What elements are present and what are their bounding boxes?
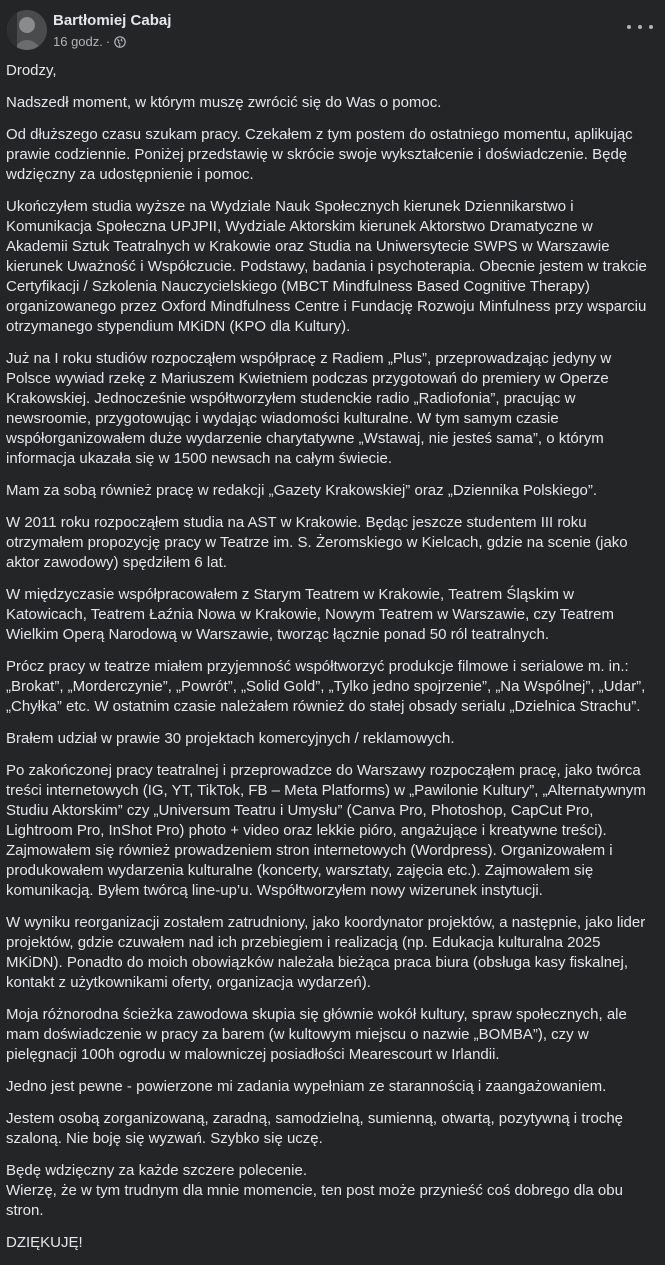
post-paragraph: DZIĘKUJĘ! xyxy=(6,1234,83,1251)
post-paragraph: Od dłuższego czasu szukam pracy. Czekałem z tym postem do ostatniego momentu, aplikując prawie codziennie. Poniżej przedstawię w skrócie swoje wykształcenie i doświadczenie. Będę wdzięczny za udostępnienie i pomoc. xyxy=(6,126,633,183)
post-paragraph: Już na I roku studiów rozpocząłem współpracę z Radiem „Plus”, przeprowadzając jedyny w Polsce wywiad rzekę z Mariuszem Kwietniem podczas przygotowań do premiery w Operze Krakowskiej. Jednocześnie współtworzyłem studenckie radio „Radiofonia”, pracując w newsroomie, przygotowując i wydając wiadomości kulturalne. W tym samym czasie współorganizowałem duże wydarzenie charytatywne „Wstawaj, nie jesteś sama”, o którym informacja ukazała się w 1500 newsach na całym świecie. xyxy=(6,350,612,467)
more-dot xyxy=(627,25,631,29)
globe-icon[interactable] xyxy=(114,36,126,48)
post-paragraph: Drodzy, xyxy=(6,62,57,79)
post-timestamp[interactable]: 16 godz. xyxy=(53,34,103,49)
post-meta xyxy=(53,34,126,49)
post-paragraph: Po zakończonej pracy teatralnej i przeprowadzce do Warszawy rozpocząłem pracę, jako twórca treści internetowych (IG, YT, TikTok, FB – Meta Platforms) w „Pawilonie Kultury”, „Alternatywnym Studiu Aktorskim” czy „Universum Teatru i Umysłu” (Canva Pro, Photoshop, CapCut Pro, Lightroom Pro, InShot Pro) photo + video oraz lekkie pióro, angażujące i kreatywne treści). Zajmowałem się również prowadzeniem stron internetowych (Wordpress). Organizowałem i produkowałem wydarzenia kulturalne (koncerty, warsztaty, zajęcia etc.). Zajmowałem się komunikacją. Byłem twórcą line-up’u. Współtworzyłem nowy wizerunek instytucji. xyxy=(6,762,646,899)
more-options-icon[interactable] xyxy=(627,18,653,36)
post-paragraph: Prócz pracy w teatrze miałem przyjemność współtworzyć produkcje filmowe i serialowe m. in.: „Brokat”, „Morderczynie”, „Powrót”, „Solid Gold”, „Tylko jedno spojrzenie”, „Na Wspólnej”, „Udar”, „Chyłka” etc. W ostatnim czasie należałem również do stałej obsady serialu „Dzielnica Strachu”. xyxy=(6,658,646,715)
more-dot xyxy=(649,25,653,29)
post-paragraph: W 2011 roku rozpocząłem studia na AST w Krakowie. Będąc jeszcze studentem III roku otrzymałem propozycję pracy w Teatrze im. S. Żeromskiego w Kielcach, gdzie na scenie (jako aktor zawodowy) spędziłem 6 lat. xyxy=(6,514,628,571)
post-paragraph: Jedno jest pewne - powierzone mi zadania wypełniam ze starannością i zaangażowaniem. xyxy=(6,1078,607,1095)
post-paragraph: Jestem osobą zorganizowaną, zaradną, samodzielną, sumienną, otwartą, pozytywną i trochę szaloną. Nie boję się wyzwań. Szybko się uczę. xyxy=(6,1110,623,1147)
post-paragraph: W międzyczasie współpracowałem z Starym Teatrem w Krakowie, Teatrem Śląskim w Katowicach, Teatrem Łaźnia Nowa w Krakowie, Nowym Teatrem w Warszawie, czy Teatrem Wielkim Operą Narodową w Warszawie, tworząc łącznie ponad 50 ról teatralnych. xyxy=(6,586,614,643)
post-paragraph: W wyniku reorganizacji zostałem zatrudniony, jako koordynator projektów, a następnie, jako lider projektów, gdzie czuwałem nad ich przebiegiem i realizacją (np. Edukacja kulturalna 2025 MKiDN). Ponadto do moich obowiązków należała bieżąca praca biura (obsługa kasy fiskalnej, kontakt z użytkownikami oferty, organizacja wydarzeń). xyxy=(6,914,646,991)
avatar[interactable] xyxy=(7,10,47,50)
post-header xyxy=(0,0,665,56)
post-paragraph: Mam za sobą również pracę w redakcji „Gazety Krakowskiej” oraz „Dziennika Polskiego”. xyxy=(6,482,598,499)
meta-separator: · xyxy=(105,34,111,49)
post-paragraph: Będę wdzięczny za każde szczere polecenie. Wierzę, że w tym trudnym dla mnie momencie, ten post może przynieść coś dobrego dla obu stron. xyxy=(6,1162,623,1219)
post-paragraph: Moja różnorodna ścieżka zawodowa skupia się głównie wokół kultury, spraw społecznych, ale mam doświadczenie w pracy za barem (w kultowym miejscu o nazwie „BOMBA”), czy w pielęgnacji 100h ogrodu w malowniczej posiadłości Mearescourt w Irlandii. xyxy=(6,1006,627,1063)
post-paragraph: Brałem udział w prawie 30 projektach komercyjnych / reklamowych. xyxy=(6,730,455,747)
author-name[interactable]: Bartłomiej Cabaj xyxy=(53,12,172,29)
post-paragraph: Nadszedł moment, w którym muszę zwrócić się do Was o pomoc. xyxy=(6,94,442,111)
post-text xyxy=(6,61,656,1265)
more-dot xyxy=(638,25,642,29)
post-paragraph: Ukończyłem studia wyższe na Wydziale Nauk Społecznych kierunek Dziennikarstwo i Komunikacja Społeczna UPJPII, Wydziale Aktorskim kierunek Aktorstwo Dramatyczne w Akademii Sztuk Teatralnych w Krakowie oraz Studia na Uniwersytecie SWPS w Warszawie kierunek Uważność i Współczucie. Podstawy, badania i psychoterapia. Obecnie jestem w trakcie Certyfikacji / Szkolenia Nauczycielskiego (MBCT Mindfulness Based Cognitive Therapy) organizowanego przez Oxford Mindfulness Centre i Fundację Rozwoju Minfulness przy wsparciu otrzymanego stypendium MKiDN (KPO dla Kultury). xyxy=(6,198,647,335)
